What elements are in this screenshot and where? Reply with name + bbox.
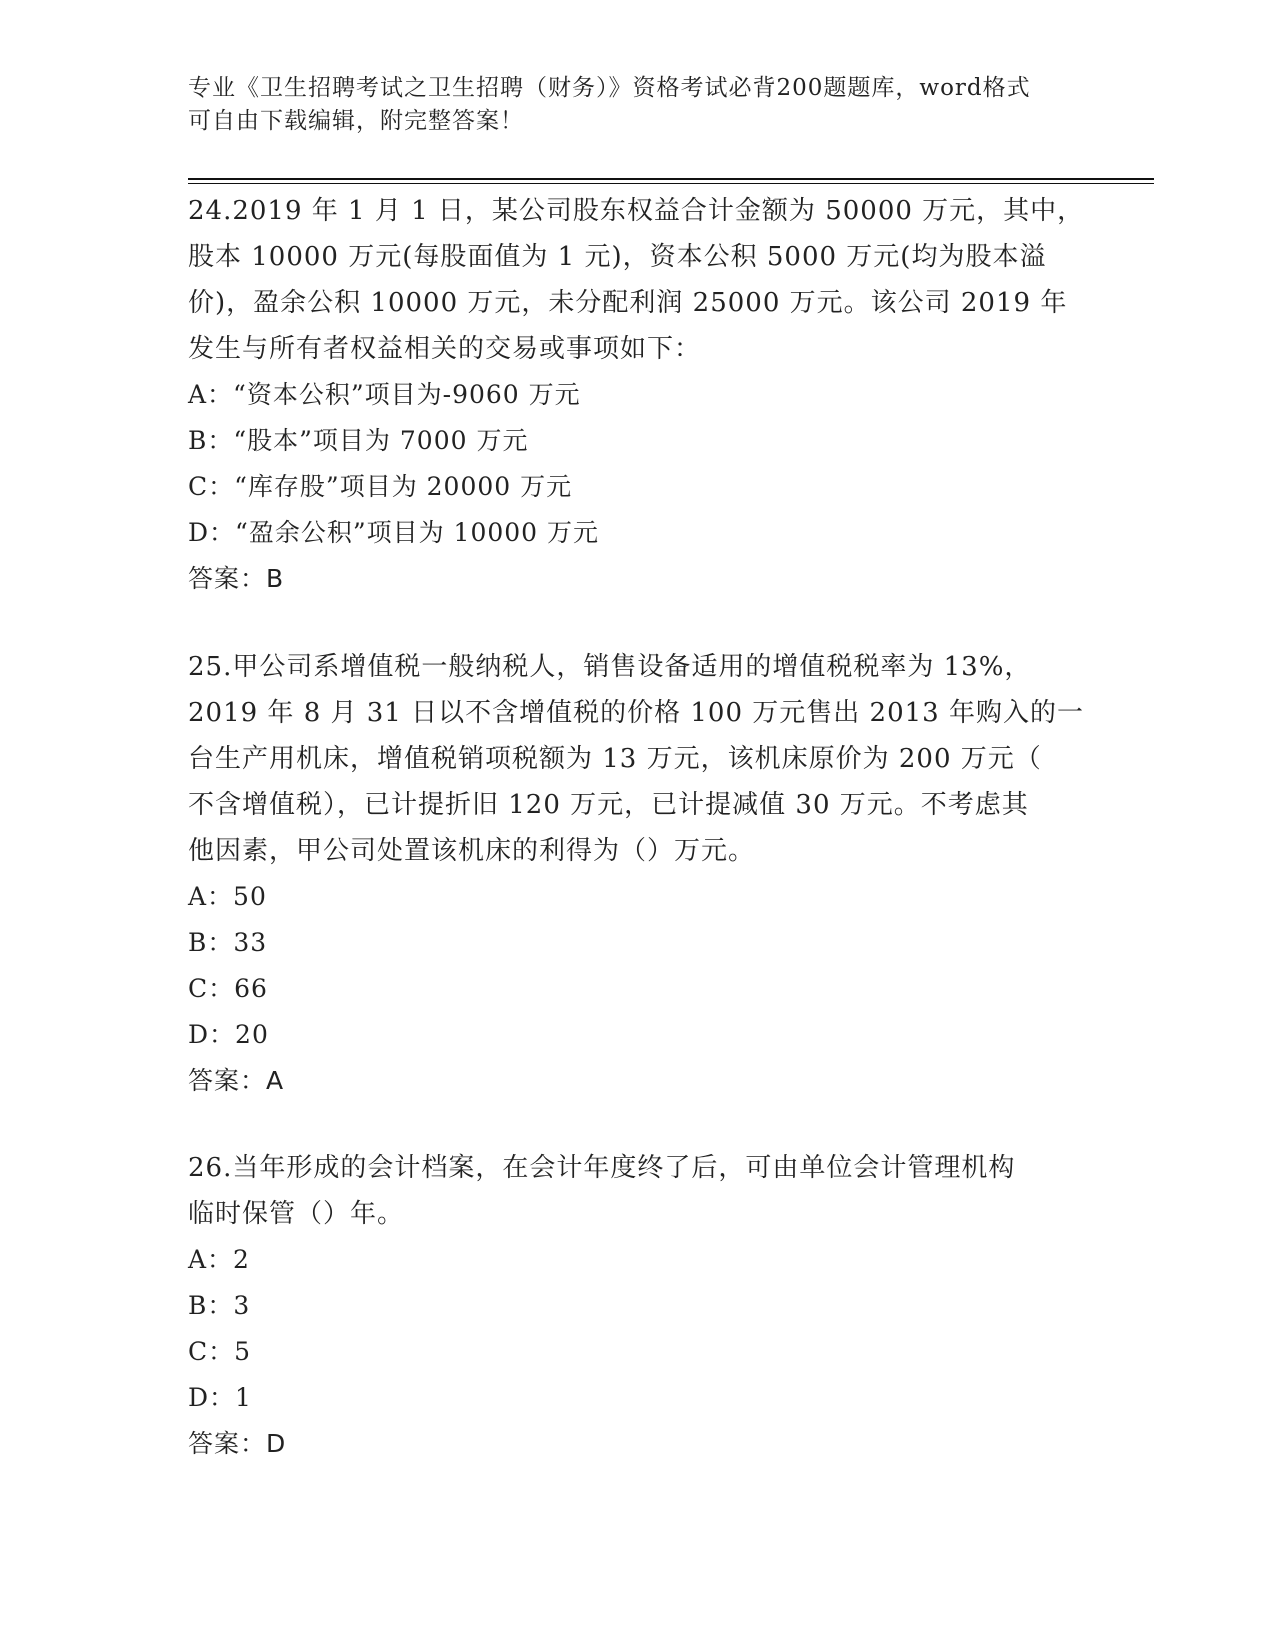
answer-line: 答案：A: [188, 1066, 285, 1095]
option-c: C：“库存股”项目为 20000 万元: [188, 472, 573, 501]
option-d: D：20: [188, 1020, 269, 1049]
document-header: [188, 72, 1068, 138]
option-c: C：66: [188, 974, 268, 1003]
option-c: C：5: [188, 1337, 252, 1366]
header-divider-thin: [188, 183, 1154, 184]
header-line-2: 可自由下载编辑，附完整答案！: [188, 108, 524, 134]
answer-line: 答案：D: [188, 1429, 287, 1458]
stem-line: 25.甲公司系增值税一般纳税人，销售设备适用的增值税税率为 13%，: [188, 652, 1032, 682]
option-a: A：2: [188, 1245, 250, 1274]
option-a: A：“资本公积”项目为-9060 万元: [188, 380, 581, 409]
stem-line: 临时保管（）年。: [188, 1199, 405, 1229]
question-26: [188, 1145, 1088, 1467]
question-stem: [188, 1145, 1088, 1237]
question-24: [188, 188, 1088, 602]
stem-line: 他因素，甲公司处置该机床的利得为（）万元。: [188, 836, 756, 866]
header-line-1: 专业《卫生招聘考试之卫生招聘（财务）》资格考试必背200题题库，word格式: [188, 75, 1031, 101]
stem-line: 不含增值税），已计提折旧 120 万元，已计提减值 30 万元。不考虑其: [188, 790, 1029, 820]
option-b: B：3: [188, 1291, 251, 1320]
answer-line: 答案：B: [188, 564, 285, 593]
stem-line: 26.当年形成的会计档案，在会计年度终了后，可由单位会计管理机构: [188, 1153, 1016, 1183]
option-d: D：1: [188, 1383, 252, 1412]
option-b: B：33: [188, 928, 268, 957]
question-stem: [188, 644, 1088, 874]
question-25: [188, 644, 1088, 1104]
option-d: D：“盈余公积”项目为 10000 万元: [188, 518, 600, 547]
option-a: A：50: [188, 882, 267, 911]
stem-line: 2019 年 8 月 31 日以不含增值税的价格 100 万元售出 2013 年购入的一: [188, 698, 1084, 728]
stem-line: 台生产用机床，增值税销项税额为 13 万元，该机床原价为 200 万元（: [188, 744, 1042, 774]
header-divider-thick: [188, 178, 1154, 180]
stem-line: 股本 10000 万元(每股面值为 1 元)，资本公积 5000 万元(均为股本溢: [188, 242, 1047, 272]
stem-line: 发生与所有者权益相关的交易或事项如下：: [188, 334, 702, 364]
stem-line: 24.2019 年 1 月 1 日，某公司股东权益合计金额为 50000 万元，其中，: [188, 196, 1085, 226]
option-b: B：“股本”项目为 7000 万元: [188, 426, 529, 455]
stem-line: 价)，盈余公积 10000 万元，未分配利润 25000 万元。该公司 2019 年: [188, 288, 1068, 318]
question-stem: [188, 188, 1088, 372]
